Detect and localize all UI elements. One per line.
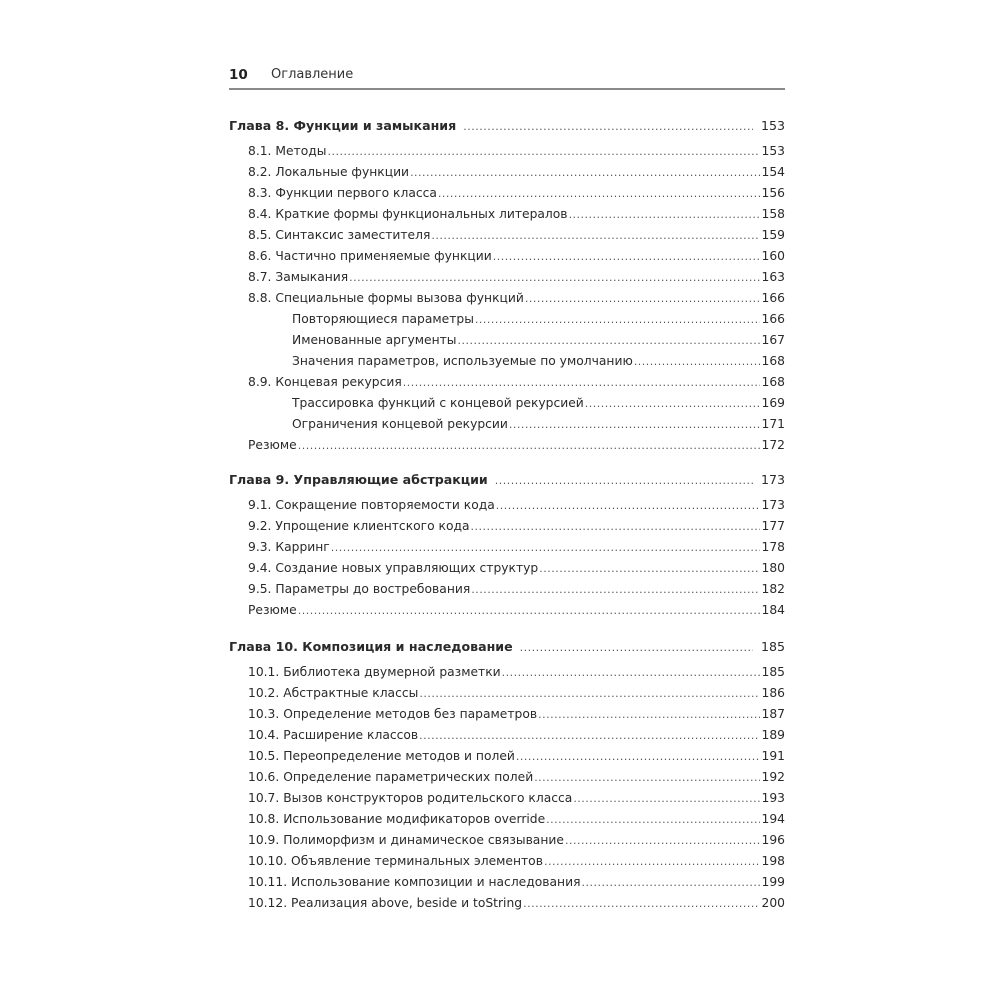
entry-page-number: 196 bbox=[761, 833, 785, 847]
entry-title: 8.7. Замыкания bbox=[248, 270, 349, 284]
section-entry bbox=[229, 183, 785, 203]
entry-title: 8.6. Частично применяемые функции bbox=[248, 249, 492, 263]
chapter-heading bbox=[229, 637, 785, 657]
dot-leader bbox=[539, 559, 759, 578]
entry-page-number: 198 bbox=[761, 854, 785, 868]
entry-title: Ограничения концевой рекурсии bbox=[292, 417, 508, 431]
entry-title: 8.4. Краткие формы функциональных литералов bbox=[248, 207, 568, 221]
entry-page-number: 163 bbox=[761, 270, 785, 284]
entry-page-number: 153 bbox=[761, 144, 785, 158]
section-entry bbox=[229, 141, 785, 161]
section-entry bbox=[229, 767, 785, 787]
entry-page-number: 194 bbox=[761, 812, 785, 826]
entry-title: 10.12. Реализация above, beside и toString bbox=[248, 896, 523, 910]
section-entry bbox=[229, 537, 785, 557]
section-entry bbox=[229, 579, 785, 599]
running-title: Оглавление bbox=[271, 67, 354, 82]
entry-title: 10.5. Переопределение методов и полей bbox=[248, 749, 515, 763]
section-entry bbox=[229, 162, 785, 182]
entry-title: 10.8. Использование модификаторов override bbox=[248, 812, 546, 826]
entry-page-number: 168 bbox=[761, 354, 785, 368]
section-entry bbox=[229, 851, 785, 871]
entry-page-number: 185 bbox=[761, 665, 785, 679]
dot-leader bbox=[496, 496, 760, 515]
entry-page-number: 191 bbox=[761, 749, 785, 763]
entry-page-number: 189 bbox=[761, 728, 785, 742]
dot-leader bbox=[523, 894, 759, 913]
entry-title: 10.6. Определение параметрических полей bbox=[248, 770, 534, 784]
dot-leader bbox=[525, 289, 760, 308]
dot-leader bbox=[298, 601, 760, 620]
section-entry bbox=[229, 725, 785, 745]
entry-title: Глава 10. Композиция и наследование bbox=[229, 639, 513, 654]
entry-title: 9.4. Создание новых управляющих структур bbox=[248, 561, 539, 575]
dot-leader bbox=[495, 471, 753, 490]
entry-title: Резюме bbox=[248, 603, 297, 617]
dot-leader bbox=[431, 226, 759, 245]
entry-page-number: 173 bbox=[760, 472, 785, 487]
entry-title: Резюме bbox=[248, 438, 297, 452]
dot-leader bbox=[463, 117, 753, 136]
dot-leader bbox=[520, 638, 753, 657]
dot-leader bbox=[410, 163, 759, 182]
dot-leader bbox=[471, 517, 760, 536]
entry-title: 9.3. Карринг bbox=[248, 540, 330, 554]
entry-page-number: 200 bbox=[761, 896, 785, 910]
section-entry bbox=[229, 288, 785, 308]
entry-title: 10.2. Абстрактные классы bbox=[248, 686, 419, 700]
entry-title: 8.5. Синтаксис заместителя bbox=[248, 228, 431, 242]
entry-title: Глава 9. Управляющие абстракции bbox=[229, 472, 488, 487]
dot-leader bbox=[538, 705, 759, 724]
entry-page-number: 185 bbox=[760, 639, 785, 654]
section-entry bbox=[229, 558, 785, 578]
entry-title: 8.3. Функции первого класса bbox=[248, 186, 437, 200]
entry-title: Глава 8. Функции и замыкания bbox=[229, 118, 457, 133]
subsection-entry bbox=[229, 309, 785, 329]
entry-title: 10.3. Определение методов без параметров bbox=[248, 707, 538, 721]
entry-title: Именованные аргументы bbox=[292, 333, 457, 347]
entry-page-number: 154 bbox=[761, 165, 785, 179]
chapter-heading bbox=[229, 470, 785, 490]
entry-page-number: 187 bbox=[761, 707, 785, 721]
entry-title: 9.5. Параметры до востребования bbox=[248, 582, 471, 596]
section-entry bbox=[229, 495, 785, 515]
dot-leader bbox=[419, 684, 759, 703]
entry-page-number: 169 bbox=[761, 396, 785, 410]
entry-title: Повторяющиеся параметры bbox=[292, 312, 474, 326]
page-number: 10 bbox=[229, 67, 248, 83]
dot-leader bbox=[438, 184, 760, 203]
entry-page-number: 168 bbox=[761, 375, 785, 389]
section-entry bbox=[229, 204, 785, 224]
section-entry bbox=[229, 600, 785, 620]
dot-leader bbox=[509, 415, 760, 434]
entry-title: 9.2. Упрощение клиентского кода bbox=[248, 519, 470, 533]
entry-title: 8.9. Концевая рекурсия bbox=[248, 375, 402, 389]
subsection-entry bbox=[229, 330, 785, 350]
entry-title: 10.9. Полиморфизм и динамическое связывание bbox=[248, 833, 564, 847]
entry-page-number: 180 bbox=[761, 561, 785, 575]
entry-title: 10.10. Объявление терминальных элементов bbox=[248, 854, 543, 868]
dot-leader bbox=[419, 726, 759, 745]
entry-page-number: 167 bbox=[761, 333, 785, 347]
entry-title: 9.1. Сокращение повторяемости кода bbox=[248, 498, 495, 512]
entry-page-number: 186 bbox=[761, 686, 785, 700]
section-entry bbox=[229, 683, 785, 703]
dot-leader bbox=[493, 247, 760, 266]
dot-leader bbox=[457, 331, 759, 350]
section-entry bbox=[229, 372, 785, 392]
entry-page-number: 159 bbox=[761, 228, 785, 242]
dot-leader bbox=[544, 852, 760, 871]
entry-page-number: 199 bbox=[761, 875, 785, 889]
entry-title: 10.1. Библиотека двумерной разметки bbox=[248, 665, 501, 679]
entry-page-number: 166 bbox=[761, 291, 785, 305]
subsection-entry bbox=[229, 351, 785, 371]
dot-leader bbox=[585, 394, 760, 413]
entry-page-number: 178 bbox=[761, 540, 785, 554]
entry-page-number: 166 bbox=[761, 312, 785, 326]
section-entry bbox=[229, 662, 785, 682]
entry-title: 8.1. Методы bbox=[248, 144, 327, 158]
entry-title: 10.7. Вызов конструкторов родительского класса bbox=[248, 791, 573, 805]
dot-leader bbox=[327, 142, 759, 161]
section-entry bbox=[229, 267, 785, 287]
section-entry bbox=[229, 872, 785, 892]
dot-leader bbox=[634, 352, 760, 371]
section-entry bbox=[229, 809, 785, 829]
section-entry bbox=[229, 893, 785, 913]
section-entry bbox=[229, 704, 785, 724]
entry-page-number: 156 bbox=[761, 186, 785, 200]
dot-leader bbox=[471, 580, 759, 599]
entry-page-number: 153 bbox=[760, 118, 785, 133]
dot-leader bbox=[403, 373, 760, 392]
entry-title: Значения параметров, используемые по умолчанию bbox=[292, 354, 633, 368]
entry-page-number: 173 bbox=[761, 498, 785, 512]
dot-leader bbox=[581, 873, 759, 892]
dot-leader bbox=[569, 205, 760, 224]
entry-page-number: 182 bbox=[761, 582, 785, 596]
entry-page-number: 171 bbox=[761, 417, 785, 431]
section-entry bbox=[229, 435, 785, 455]
dot-leader bbox=[331, 538, 760, 557]
section-entry bbox=[229, 225, 785, 245]
section-entry bbox=[229, 788, 785, 808]
dot-leader bbox=[573, 789, 759, 808]
dot-leader bbox=[502, 663, 760, 682]
entry-page-number: 177 bbox=[761, 519, 785, 533]
entry-page-number: 158 bbox=[761, 207, 785, 221]
entry-title: Трассировка функций с концевой рекурсией bbox=[292, 396, 584, 410]
section-entry bbox=[229, 746, 785, 766]
dot-leader bbox=[349, 268, 759, 287]
entry-page-number: 193 bbox=[761, 791, 785, 805]
section-entry bbox=[229, 246, 785, 266]
dot-leader bbox=[534, 768, 759, 787]
dot-leader bbox=[565, 831, 760, 850]
entry-page-number: 192 bbox=[761, 770, 785, 784]
entry-title: 8.2. Локальные функции bbox=[248, 165, 410, 179]
chapter-heading bbox=[229, 116, 785, 136]
dot-leader bbox=[298, 436, 760, 455]
entry-title: 8.8. Специальные формы вызова функций bbox=[248, 291, 524, 305]
entry-title: 10.4. Расширение классов bbox=[248, 728, 419, 742]
running-header bbox=[229, 66, 785, 90]
dot-leader bbox=[475, 310, 760, 329]
dot-leader bbox=[546, 810, 759, 829]
subsection-entry bbox=[229, 393, 785, 413]
subsection-entry bbox=[229, 414, 785, 434]
entry-page-number: 160 bbox=[761, 249, 785, 263]
section-entry bbox=[229, 516, 785, 536]
entry-page-number: 184 bbox=[761, 603, 785, 617]
section-entry bbox=[229, 830, 785, 850]
entry-page-number: 172 bbox=[761, 438, 785, 452]
entry-title: 10.11. Использование композиции и наследования bbox=[248, 875, 581, 889]
dot-leader bbox=[516, 747, 760, 766]
